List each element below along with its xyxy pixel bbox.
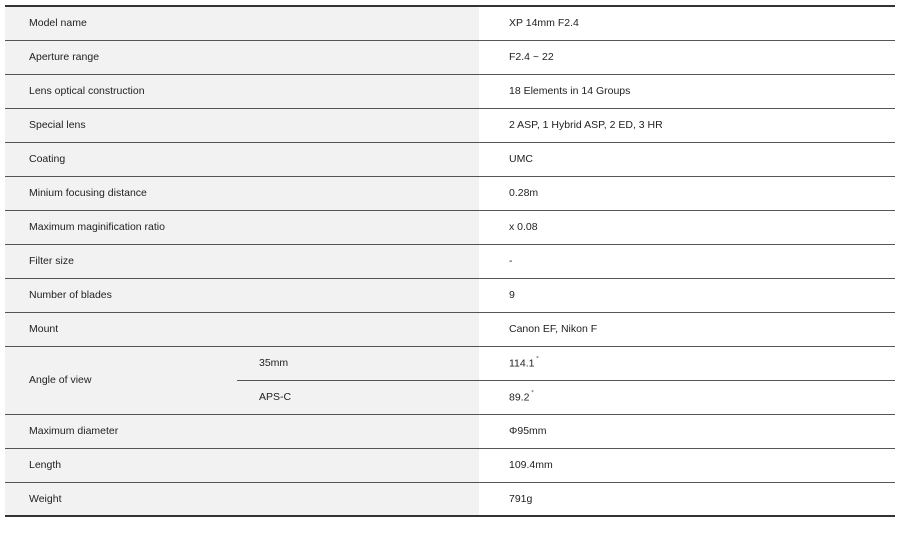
table-row (5, 482, 895, 516)
table-row (5, 312, 895, 346)
table-row (5, 40, 895, 74)
spec-value: 9 (479, 278, 895, 312)
table-row-angle-35mm (5, 346, 895, 380)
spec-label: Lens optical construction (5, 74, 479, 108)
table-row (5, 244, 895, 278)
spec-label: Length (5, 448, 479, 482)
angle-number: 89.2 (509, 391, 530, 404)
table-row (5, 6, 895, 40)
angle-value (479, 380, 895, 414)
spec-value: UMC (479, 142, 895, 176)
degree-mark: ˚ (531, 390, 534, 398)
table-row (5, 278, 895, 312)
spec-label: Mount (5, 312, 479, 346)
spec-value: - (479, 244, 895, 278)
spec-label: Maximum maginification ratio (5, 210, 479, 244)
spec-label: Minium focusing distance (5, 176, 479, 210)
angle-value (479, 346, 895, 380)
spec-value: 791g (479, 482, 895, 516)
table-row (5, 108, 895, 142)
table-row (5, 74, 895, 108)
spec-label: Aperture range (5, 40, 479, 74)
angle-sub-label: APS-C (237, 380, 479, 414)
spec-label: Maximum diameter (5, 414, 479, 448)
degree-mark: ˚ (536, 356, 539, 364)
spec-value: XP 14mm F2.4 (479, 6, 895, 40)
spec-label: Filter size (5, 244, 479, 278)
angle-number: 114.1 (509, 357, 535, 370)
spec-value: x 0.08 (479, 210, 895, 244)
spec-value: F2.4 ~ 22 (479, 40, 895, 74)
table-row (5, 448, 895, 482)
spec-value: 18 Elements in 14 Groups (479, 74, 895, 108)
lens-spec-table (5, 5, 895, 517)
spec-table-body (5, 6, 895, 516)
spec-value: Canon EF, Nikon F (479, 312, 895, 346)
spec-value: 109.4mm (479, 448, 895, 482)
spec-label: Special lens (5, 108, 479, 142)
spec-value: 0.28m (479, 176, 895, 210)
spec-value: 2 ASP, 1 Hybrid ASP, 2 ED, 3 HR (479, 108, 895, 142)
table-row (5, 210, 895, 244)
spec-label: Coating (5, 142, 479, 176)
table-row (5, 414, 895, 448)
spec-label: Number of blades (5, 278, 479, 312)
spec-label: Weight (5, 482, 479, 516)
angle-sub-label: 35mm (237, 346, 479, 380)
angle-of-view-label: Angle of view (5, 346, 237, 414)
table-row (5, 142, 895, 176)
spec-label: Model name (5, 6, 479, 40)
table-row (5, 176, 895, 210)
spec-value: Φ95mm (479, 414, 895, 448)
